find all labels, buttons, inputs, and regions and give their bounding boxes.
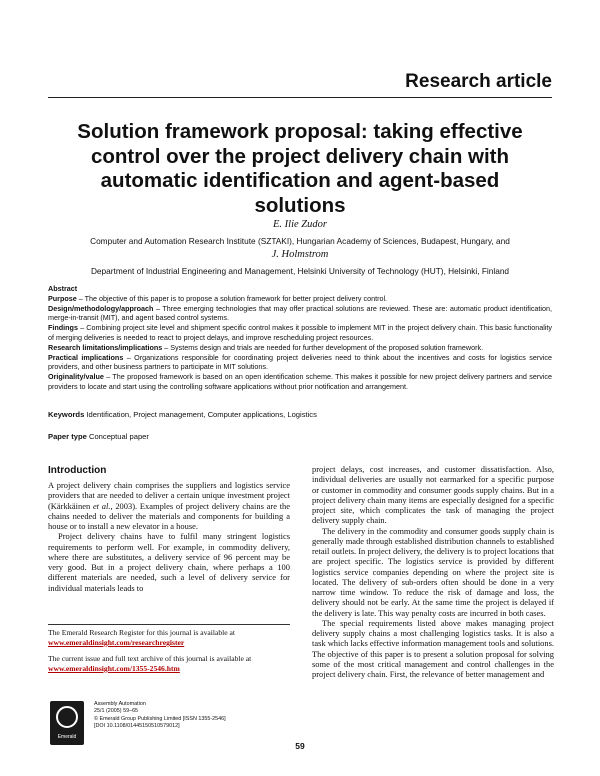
findings-text: – Combining project site level and shipment specific control makes it possible to implement MIT in the project delivery chain. This basic functionality of merging deliveries is needed to react to project delays, and improve rescheduling project resources. — [48, 323, 552, 342]
author-1: E. Ilie Zudor — [273, 219, 327, 230]
footnote-rule — [48, 624, 290, 625]
abstract — [48, 284, 552, 392]
keywords — [48, 410, 552, 419]
intro-heading: Introduction — [48, 465, 107, 476]
right-paragraph-1: project delays, cost increases, and customer dissatisfaction. Also, individual deliveries are usually not earmarked for a specific purpose or customer in commodity and consumer goods supply chains. But in a project delivery chain many items are especially designed for a specific project site, which complicates the task of managing the project delivery supply chain. — [312, 464, 554, 526]
originality-label: Originality/value — [48, 372, 104, 382]
intro-paragraph-2: Project delivery chains have to fulfil many stringent logistics requirements to perform well. For example, in commodity delivery, where there are substitutes, a delivery service of 96 percent may be very good. But in a project delivery chain, where perhaps a 100 different materials are needed, such a level of delivery service for individual materials leads to — [48, 531, 290, 593]
paper-type-label: Paper type — [48, 432, 87, 441]
keywords-value: Identification, Project management, Computer applications, Logistics — [86, 410, 317, 419]
page-number: 59 — [295, 741, 305, 751]
design-text: – Three emerging technologies that may offer practical solutions are reviewed. These are: automatic product identification, merge-in-transit (MIT), and agent based control systems. — [48, 303, 552, 323]
keywords-label: Keywords — [48, 410, 85, 419]
right-paragraph-3: The special requirements listed above makes managing project delivery supply chains a most challenging logistics tasks. It is also a task which lacks effective information management tools and solutions. The objective of this paper is to present a solution proposal for solving some of the most critical management and control challenges in the project delivery chain. First, the relevance of better management and — [312, 617, 554, 679]
practical-text: – Organizations responsible for coordinating project deliveries need to think about the incentives and costs for logistics service providers, and other business partners to participate in MIT solutions. — [48, 352, 552, 372]
author-2: J. Holmstrom — [271, 249, 329, 260]
intro-paragraph-1: A project delivery chain comprises the suppliers and logistics service providers that are needed to deliver a certain unique investment project (Kärkkäinen et al., 2003). Examples of project delivery chains are the chains needed to deliver the materials and components for building a house or to install a new elevator in a house. — [48, 480, 291, 531]
paper-type — [48, 432, 552, 441]
limits-label: Research limitations/implications — [48, 342, 163, 352]
journal-copyright: © Emerald Group Publishing Limited [ISSN 1355-2546] — [94, 715, 226, 722]
footnote-register — [48, 628, 290, 648]
fulltext-link[interactable]: www.emeraldinsight.com/1355-2546.htm — [48, 664, 180, 673]
register-text: The Emerald Research Register for this journal is available at — [48, 628, 236, 637]
section-label: Research article — [405, 71, 552, 92]
journal-name: Assembly Automation — [94, 701, 146, 707]
purpose-text: – The objective of this paper is to propose a solution framework for better project delivery control. — [76, 293, 388, 303]
left-column — [48, 480, 290, 593]
register-link[interactable]: www.emeraldinsight.com/researchregister — [48, 638, 185, 647]
practical-label: Practical implications — [48, 352, 124, 362]
journal-doi: [DOI 10.1108/01445150510579012] — [94, 723, 180, 730]
fulltext-text: The current issue and full text archive of this journal is available at — [48, 654, 252, 663]
affiliation-1: Computer and Automation Research Institute (SZTAKI), Hungarian Academy of Sciences, Budapest, Hungary, and — [90, 236, 510, 246]
journal-volume: 25/1 (2005) 59–65 — [94, 708, 139, 715]
header-rule — [48, 97, 552, 98]
emerald-logo — [50, 701, 84, 745]
right-paragraph-2: The delivery in the commodity and consumer goods supply chain is generally made through established distribution channels to established retail outlets. In project delivery, the delivery is to project locations that are project specific. The logistics service is provided by different logistics service companies depending on where the project site is located. The delivery of sub-orders often should be done in a very narrow time window. To reduce the risk of damage and loss, the delivery should not be early. At the same time the project is delayed if the delivery is late. This way penalty costs are incurred in both cases. — [312, 525, 554, 618]
journal-info — [94, 701, 226, 731]
emerald-logo-icon — [56, 706, 78, 728]
limits-text: – Systems design and trials are needed for further development of the proposed solution framework. — [162, 342, 484, 352]
paper-type-value: Conceptual paper — [88, 432, 149, 441]
purpose-label: Purpose — [48, 293, 77, 303]
affiliation-2: Department of Industrial Engineering and Management, Helsinki University of Technology (HUT), Helsinki, Finland — [90, 266, 510, 276]
design-label: Design/methodology/approach — [48, 303, 154, 313]
findings-label: Findings — [48, 323, 78, 333]
emerald-logo-text: Emerald — [57, 734, 77, 740]
paper-title: Solution framework proposal: taking effective control over the project delivery chain with automatic identification and agent-based solutions — [77, 120, 523, 217]
footnote-fulltext — [48, 654, 290, 674]
right-column — [312, 464, 554, 679]
abstract-heading: Abstract — [48, 284, 78, 293]
originality-text: – The proposed framework is based on an open identification scheme. This makes it possible for new project delivery partners and service providers to locate and start using the controlling software applications without prior notification and arrangement. — [48, 372, 552, 391]
